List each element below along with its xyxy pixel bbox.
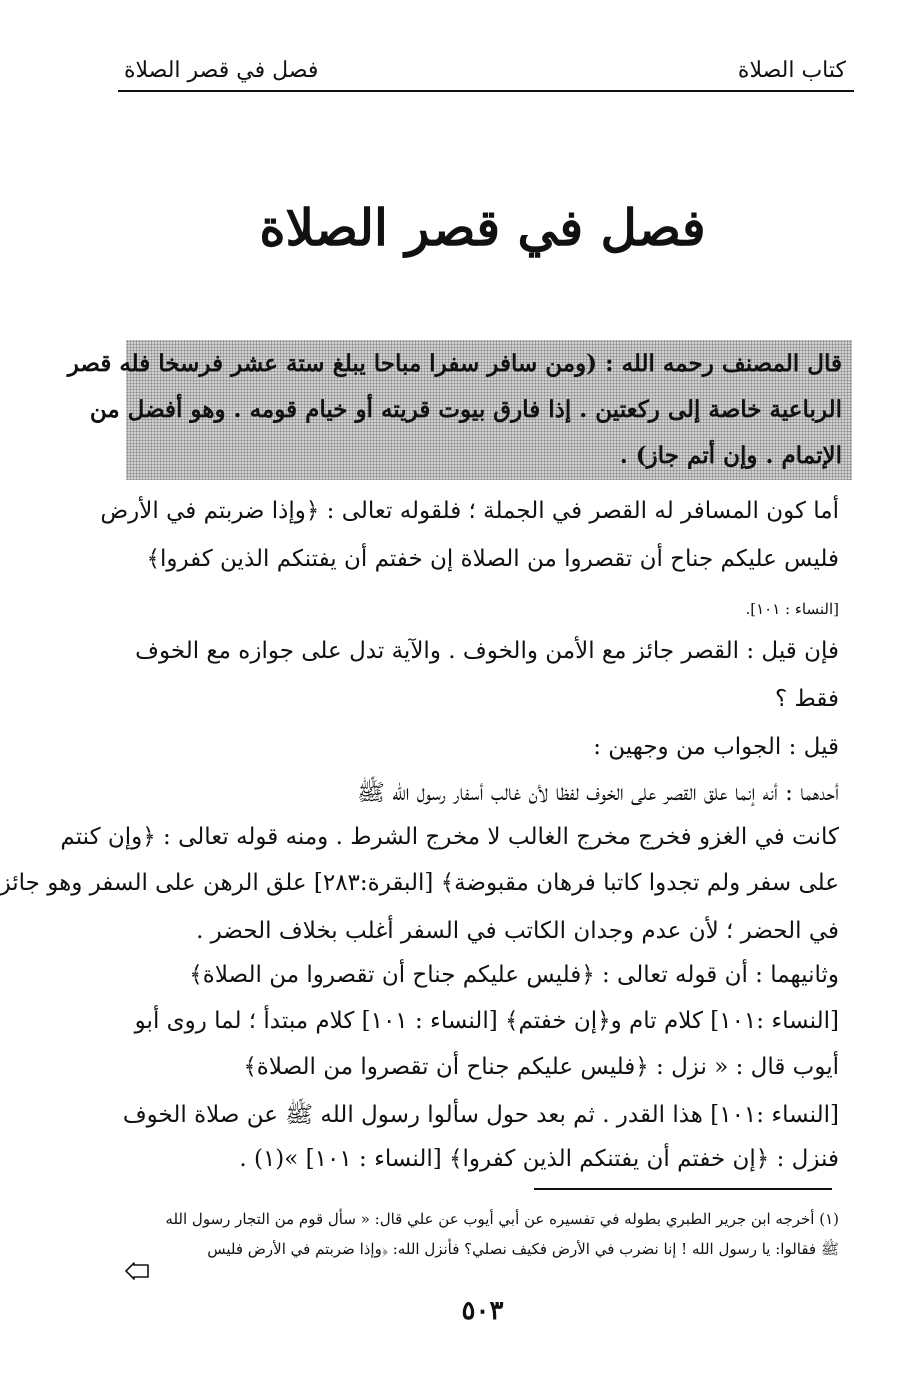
body-line: فإن قيل : القصر جائز مع الأمن والخوف . والآية تدل على جوازه مع الخوف <box>135 638 839 664</box>
body-line: على سفر ولم تجدوا كاتبا فرهان مقبوضة﴾ [البقرة:٢٨٣] علق الرهن على السفر وهو جائز <box>0 870 839 896</box>
continue-arrow-icon <box>124 1262 150 1280</box>
chapter-title-header: فصل في قصر الصلاة <box>124 58 319 83</box>
matn-quote-box <box>67 340 852 480</box>
body-line: أيوب قال : « نزل : ﴿فليس عليكم جناح أن تقصروا من الصلاة﴾ <box>243 1054 839 1080</box>
body-line: في الحضر ؛ لأن عدم وجدان الكاتب في السفر أغلب بخلاف الحضر . <box>196 918 839 944</box>
body-line: أحدهما : أنه إنما علق القصر على الخوف لفظا لأن غالب أسفار رسول الله ﷺ <box>357 780 839 806</box>
body-line: كانت في الغزو فخرج مخرج الغالب لا مخرج الشرط . ومنه قوله تعالى : ﴿وإن كنتم <box>60 824 839 850</box>
body-line: وثانيهما : أن قوله تعالى : ﴿فليس عليكم جناح أن تقصروا من الصلاة﴾ <box>189 962 839 988</box>
footnote-separator <box>534 1188 832 1190</box>
body-line: أما كون المسافر له القصر في الجملة ؛ فلقوله تعالى : ﴿وإذا ضربتم في الأرض <box>100 498 839 524</box>
body-line: فقط ؟ <box>775 686 839 712</box>
body-line: فنزل : ﴿إن خفتم أن يفتنكم الذين كفروا﴾ [النساء : ١٠١] »(١) . <box>239 1146 839 1172</box>
chapter-heading: فصل في قصر الصلاة <box>259 198 706 257</box>
body-line: قيل : الجواب من وجهين : <box>593 734 839 760</box>
book-title-header: كتاب الصلاة <box>737 58 846 83</box>
quote-line: الرباعية خاصة إلى ركعتين . إذا فارق بيوت قريته أو خيام قومه . وهو أفضل من <box>89 396 842 423</box>
body-line: فليس عليكم جناح أن تقصروا من الصلاة إن خفتم أن يفتنكم الذين كفروا﴾ <box>146 546 839 572</box>
running-header <box>118 56 854 92</box>
footnote-line: (١) أخرجه ابن جرير الطبري بطوله في تفسيره عن أبي أيوب عن علي قال: « سأل قوم من التجار رسول الله <box>165 1210 839 1228</box>
body-line: [النساء :١٠١] هذا القدر . ثم بعد حول سألوا رسول الله ﷺ عن صلاة الخوف <box>122 1102 839 1128</box>
quote-line: قال المصنف رحمه الله : (ومن سافر سفرا مباحا يبلغ ستة عشر فرسخا فله قصر <box>67 350 842 377</box>
quote-line: الإتمام . وإن أتم جاز) . <box>619 442 842 469</box>
body-line: [النساء :١٠١] كلام تام و﴿إن خفتم﴾ [النساء : ١٠١] كلام مبتدأ ؛ لما روى أبو <box>134 1008 839 1034</box>
page-number: ٥٠٣ <box>461 1296 504 1326</box>
footnote-line: ﷺ فقالوا: يا رسول الله ! إنا نضرب في الأرض فكيف نصلي؟ فأنزل الله: ﴿وإذا ضربتم في الأرض فليس <box>207 1240 839 1258</box>
body-line: [النساء : ١٠١]. <box>745 600 839 618</box>
